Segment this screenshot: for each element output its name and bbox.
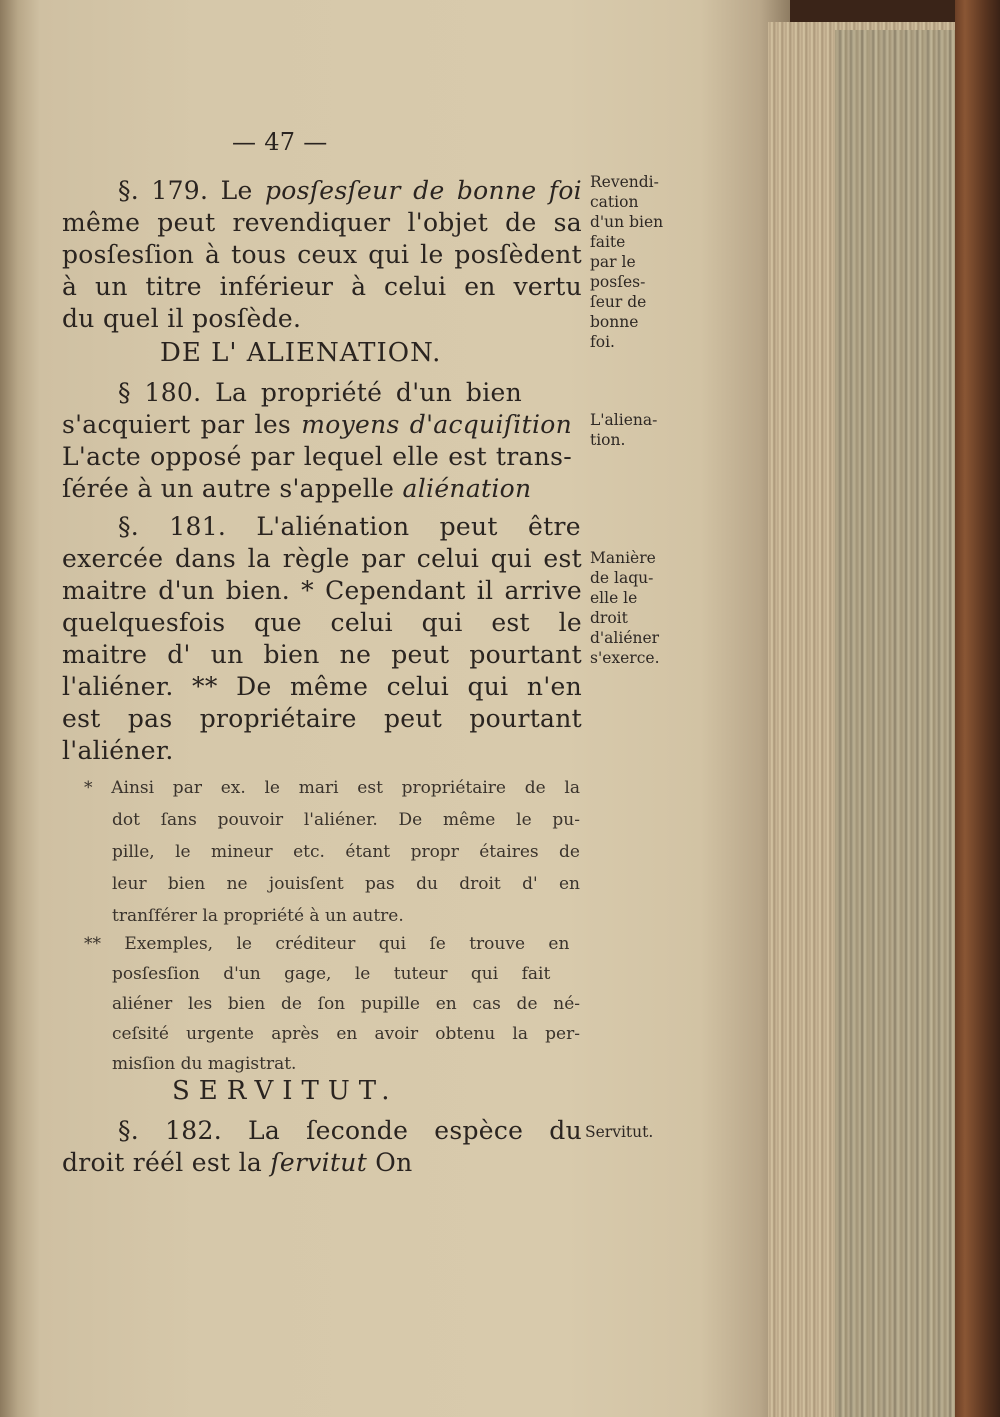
footnote-line: misſion du magistrat. [112,1054,297,1074]
text-line [62,240,582,269]
footnote-line: ** Exemples, le créditeur qui ſe trouve en [84,934,570,954]
text-line [62,672,582,701]
footnote-line: tranſférer la propriété à un autre. [112,906,404,926]
italic-term: aliénation [402,474,532,503]
text-line [62,208,582,237]
text-line [62,474,531,503]
text-line [118,512,581,541]
sidenote-revendication: Revendi- cation d'un bien faite par le posſes- ſeur de bonne foi. [590,173,664,351]
text-span: l'aliéner. ** De même celui qui n'en [62,672,582,701]
text-span: maitre d'un bien. * Cependant il arrive [62,576,582,605]
sidenote-alienation: L'aliena- tion. [590,411,658,449]
text-span: maitre d' un bien ne peut pourtant [62,640,582,669]
text-line [62,576,582,605]
text-span: On [367,1148,413,1177]
footnote-line: ceſsité urgente après en avoir obtenu la per- [112,1024,580,1044]
footnote-line: pille, le mineur etc. étant propr étaires de [112,842,580,862]
sidenote-servitut: Servitut. [585,1123,654,1141]
text-line [62,640,582,669]
text-span: droit réél est la [62,1148,271,1177]
text-line [62,736,174,765]
text-line [118,176,582,205]
text-line [62,608,582,637]
text-span: à un titre inférieur à celui en vertu [62,272,582,301]
footnote-line: * Ainsi par ex. le mari est propriétaire de la [84,778,580,798]
text-line [62,272,582,301]
text-span: exercée dans la règle par celui qui est [62,544,582,573]
text-span: quelquesfois que celui qui est le [62,608,582,637]
italic-term: ſervitut [270,1148,368,1177]
text-span: §. 182. La ſeconde espèce du [118,1116,582,1145]
text-line [118,378,522,407]
text-span: l'aliéner. [62,736,174,765]
text-span: même peut revendiquer l'objet de sa [62,208,582,237]
text-line [62,704,582,733]
text-line [62,410,572,439]
text-line [118,1116,582,1145]
text-line [62,304,301,333]
italic-term: moyens d'acquiſition [301,410,572,439]
text-span: posſesſion à tous ceux qui le posſèdent [62,240,582,269]
text-span: est pas propriétaire peut pourtant [62,704,582,733]
page-number: — 47 — [232,128,328,156]
footnote-line: aliéner les bien de ſon pupille en cas de né- [112,994,580,1014]
footnote-line: dot ſans pouvoir l'aliéner. De même le pu- [112,810,580,830]
italic-term: posſesſeur de bonne foi [264,176,582,205]
text-span: du quel il posſède. [62,304,302,333]
text-span: L'acte opposé par lequel elle est trans- [62,442,572,471]
footnote-line: leur bien ne jouisſent pas du droit d' en [112,874,580,894]
text-line [62,442,572,471]
text-span: §. 179. Le [118,176,265,205]
heading-servitut: SERVITUT. [172,1076,399,1106]
text-span: §. 181. L'aliénation peut être [118,512,581,541]
heading-alienation: DE L' ALIENATION. [160,338,442,368]
page-edges-shadow [835,30,955,1417]
text-span: § 180. La propriété d'un bien [118,378,522,407]
text-span: ſérée à un autre s'appelle [62,474,403,503]
sidenote-maniere: Manière de laqu- elle le droit d'aliéner s'exerce. [590,549,660,667]
text-span: s'acquiert par les [62,410,302,439]
text-line [62,1148,413,1177]
book-cover [955,0,1000,1417]
text-line [62,544,582,573]
footnote-line: posſesſion d'un gage, le tuteur qui fait [112,964,551,984]
